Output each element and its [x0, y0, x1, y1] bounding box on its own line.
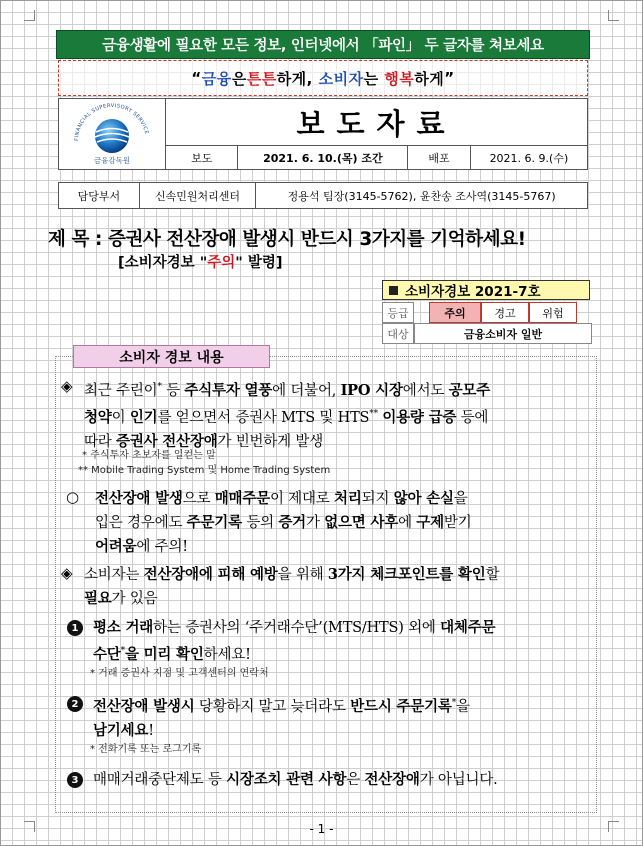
dept-contacts: 정용석 팀장(3145-5762), 윤찬송 조사역(3145-5767): [287, 189, 556, 203]
release-info-row: [166, 146, 587, 169]
diamond-bullet-icon: ◈: [61, 377, 73, 395]
logo-arc-text: FINANCIAL SUPERVISORY SERVICE: [73, 102, 150, 142]
text-run: 소비자는: [84, 567, 144, 583]
text-run: 을: [456, 698, 470, 715]
release-label: 보도: [166, 146, 238, 169]
logo-caption: 금융감독원: [93, 156, 131, 165]
slogan-word: 행복: [384, 69, 415, 88]
bold-run: 청약: [84, 408, 112, 426]
text-run: 이 제대로: [269, 491, 335, 507]
level-danger: 위험: [529, 302, 577, 323]
slogan: [58, 60, 588, 96]
bold-run: 3가지 체크포인트를 확인: [327, 566, 486, 583]
bold-run: 수단: [93, 645, 121, 663]
number-badge-icon: 2: [67, 696, 83, 712]
fss-logo: [59, 99, 166, 169]
slogan-word: 튼튼: [246, 69, 277, 88]
bold-run: 반드시 주문기록: [350, 697, 452, 715]
target-row: [382, 323, 592, 344]
number-badge-icon: 3: [67, 772, 83, 788]
number-badge-icon: 1: [67, 620, 83, 636]
bold-run: 없으면 사후: [324, 514, 399, 531]
footnote-mark: **: [369, 408, 378, 419]
section-title: 소비자 경보 내용: [73, 345, 270, 368]
bold-run: 필요: [84, 590, 112, 607]
consumer-alert-box: [382, 280, 592, 344]
text-run: 이: [111, 409, 130, 426]
text-run: 할: [485, 567, 500, 583]
dept-name: 신속민원처리센터: [140, 183, 257, 208]
bold-run: 어려움: [95, 538, 137, 555]
grade-row: [382, 302, 592, 323]
point-1: [93, 616, 590, 667]
bold-run: 평소 거래: [93, 619, 154, 636]
text-run: 가: [305, 515, 325, 531]
alert-box-title: [382, 280, 590, 300]
responsible-dept-row: [58, 182, 588, 209]
text-run: 에 더불어,: [272, 382, 341, 399]
bold-run: 공모주: [448, 381, 491, 399]
text-run: 매매거래중단제도 등: [93, 772, 227, 788]
footnote: ** Mobile Trading System 및 Home Trading System: [78, 465, 331, 476]
slogan-word: 하게: [414, 69, 445, 88]
footnote: * 전화기록 또는 로그기록: [90, 744, 202, 755]
text-run: !: [148, 722, 154, 739]
distribution-label: 배포: [408, 146, 471, 169]
circle-bullet-icon: ○: [66, 488, 80, 506]
slogan-word: 하게,: [276, 69, 319, 88]
bold-run: 인기: [129, 408, 158, 426]
target-value: 금융소비자 일반: [414, 323, 592, 344]
bold-run: 주식투자 열풍: [184, 381, 273, 399]
slogan-word: 는: [363, 69, 385, 88]
text-run: 최근 주린이: [84, 382, 158, 399]
margin-mark: [24, 10, 35, 21]
document-title: 보도자료: [166, 99, 587, 146]
alert-line: [118, 251, 283, 272]
level-caution: 주의: [429, 302, 481, 323]
text-run: 받기: [443, 515, 472, 531]
text-run: 을: [453, 491, 468, 507]
bold-run: 대체주문: [440, 619, 496, 636]
bold-run: 증거: [278, 514, 306, 531]
text-run: 에서도: [402, 382, 449, 399]
paragraph-1: [84, 376, 589, 454]
press-release-header: [58, 98, 588, 170]
margin-mark: [608, 10, 619, 21]
footnote-mark: *: [120, 646, 125, 656]
fss-emblem-icon: [64, 101, 160, 167]
level-warning: 경고: [481, 302, 529, 323]
text-run: 하는 증권사의 ‘주거래수단’(MTS/HTS) 외에: [153, 620, 441, 636]
text-run: 등에: [456, 409, 489, 426]
bold-run: 증권사 전산장애: [116, 432, 218, 450]
diamond-bullet-icon: ◈: [61, 564, 73, 582]
subject-line: 제 목 : 증권사 전산장애 발생시 반드시 3가지를 기억하세요!: [48, 229, 526, 250]
paragraph-2: [95, 487, 590, 559]
text-run: 따라: [84, 433, 117, 450]
text-run: 을 위해: [277, 567, 328, 583]
slogan-word: 은: [231, 69, 247, 88]
text-run: 에: [398, 515, 417, 531]
bold-run: 주문기록: [186, 514, 242, 531]
footnote-mark: *: [451, 698, 457, 708]
bold-run: 매매주문: [214, 490, 270, 507]
text-run: 입은 경우에도: [95, 515, 187, 531]
page-number: - 1 -: [309, 822, 334, 836]
bold-run: 전산장애: [364, 771, 420, 788]
bold-run: 처리: [334, 490, 362, 507]
bold-run: 이용량 급증: [382, 408, 457, 426]
text-run: 되지: [361, 491, 394, 507]
text-run: 에 주의!: [136, 539, 188, 555]
paragraph-3: [84, 563, 589, 611]
bold-run: 전산장애에 피해 예방: [143, 566, 278, 583]
alert-box-title-text: 소비자경보 2021-7호: [405, 284, 541, 300]
footnote: * 주식투자 초보자를 일컫는 말: [82, 450, 216, 461]
grade-label: 등급: [382, 302, 414, 323]
bold-run: 남기세요: [93, 721, 149, 739]
bold-run: 을 미리 확인: [124, 645, 204, 663]
point-2: [93, 692, 590, 743]
fine-banner: 금융생활에 필요한 모든 정보, 인터넷에서 「파인」 두 글자를 쳐보세요: [56, 30, 590, 59]
text-run: 를 얻으면서 증권사 MTS 및 HTS: [157, 409, 370, 426]
bold-run: 전산장애 발생시: [93, 697, 195, 715]
slogan-quote-open: “: [191, 69, 202, 87]
slogan-quote-close: ”: [444, 69, 455, 87]
point-3: [93, 768, 590, 792]
text-run: 등의: [241, 515, 279, 531]
distribution-date: 2021. 6. 9.(수): [489, 151, 569, 165]
alert-level-text: 주의: [207, 255, 236, 271]
bold-run: 않아 손실: [393, 490, 454, 507]
footnote-mark: *: [157, 382, 162, 392]
text-run: 등: [161, 382, 185, 399]
square-bullet-icon: [389, 286, 398, 295]
alert-line-close: " 발령]: [235, 255, 283, 271]
text-run: 으로: [182, 491, 215, 507]
bold-run: IPO 시장: [340, 381, 403, 399]
dept-label: 담당부서: [59, 183, 140, 208]
slogan-word: 소비자: [318, 69, 364, 88]
text-run: 은: [346, 772, 365, 788]
footnote: * 거래 증권사 지점 및 고객센터의 연락처: [90, 668, 269, 679]
text-run: 당황하지 말고 늦더라도: [194, 698, 351, 715]
bold-run: 구제: [416, 514, 444, 531]
bold-run: 전산장애 발생: [95, 490, 183, 507]
text-run: 하세요!: [203, 646, 251, 663]
alert-line-open: [소비자경보 ": [118, 255, 208, 271]
text-run: 가 아닙니다.: [419, 772, 498, 788]
slogan-word: 금융: [201, 69, 232, 88]
target-label: 대상: [382, 323, 414, 344]
release-date: 2021. 6. 10.(목) 조간: [238, 146, 408, 169]
text-run: 가 빈번하게 발생: [217, 433, 323, 450]
text-run: 가 있음: [111, 591, 158, 607]
bold-run: 시장조치 관련 사항: [226, 771, 347, 788]
